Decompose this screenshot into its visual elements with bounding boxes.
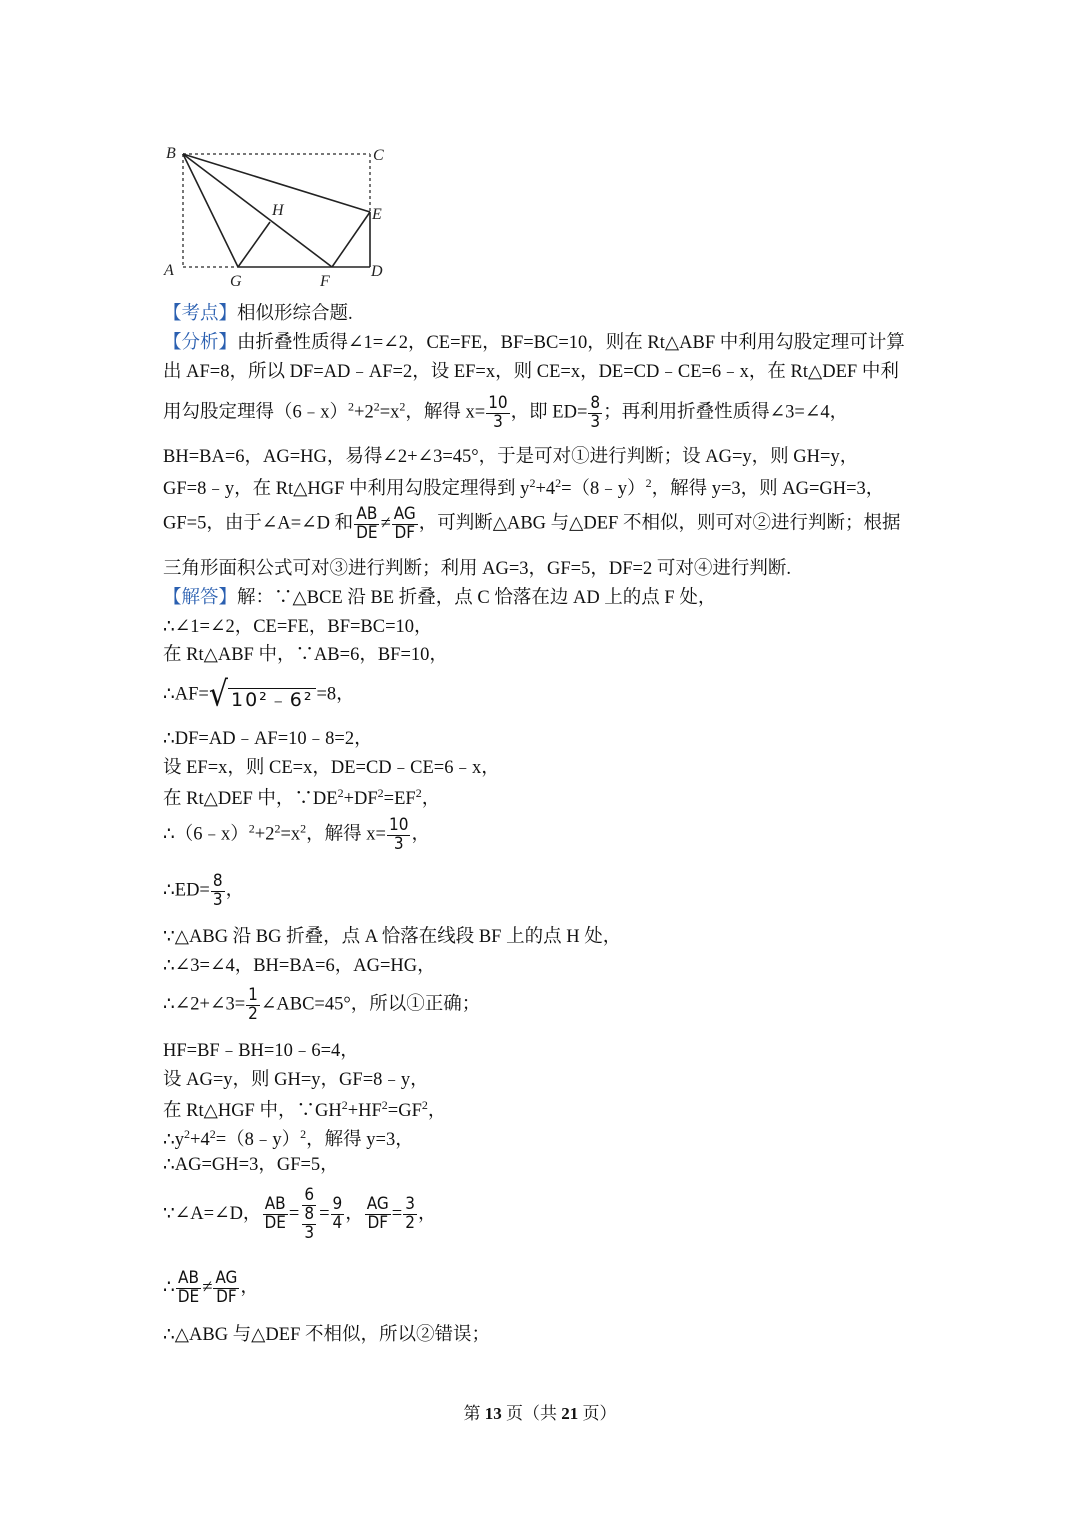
jieda-line-20: ∴△ABG 与△DEF 不相似，所以②错误； [163,1325,490,1345]
label-D: D [371,263,383,280]
fraction-6-over-8-3: 6 8 3 [304,1185,315,1243]
label-C: C [373,147,384,164]
jieda-line-17: ∴AG=GH=3，GF=5， [163,1155,339,1175]
fraction-1-2: $\frac{1}{2}$ [248,985,258,1024]
kaodian-text: 相似形综合题. [237,304,353,324]
jieda-line-2: ∴∠1=∠2，CE=FE，BF=BC=10， [163,617,433,637]
fraction-ag-df-b: $\frac{AG}{DF}$ [366,1194,389,1234]
jieda-line-11: ∴∠3=∠4，BH=BA=6，AG=HG， [163,956,436,976]
fenxi-line-6: GF=5，由于∠A=∠D 和 $\frac{AB}{DE}$ ≠ $\frac{AG}{DF}$ ，可判断△ABG 与△DEF 不相似，则可对②进行判断；根据 [163,504,901,543]
fraction-ab-de: $\frac{AB}{DE}$ [356,504,378,543]
jieda-line-12: ∴∠2+∠3= $\frac{1}{2}$ ∠ABC=45°，所以①正确； [163,985,481,1024]
fenxi-text-1: 由折叠性质得∠1=∠2，CE=FE，BF=BC=10，则在 Rt△ABF 中利用勾股定理可计算 [237,333,905,353]
fraction-8-3: $\frac{8}{3}$ [590,393,601,432]
fenxi-line-1 [163,334,905,353]
fenxi-line-7: 三角形面积公式可对③进行判断；利用 AG=3，GF=5，DF=2 可对④进行判断. [163,559,791,579]
jieda-line-18: ∵∠A=∠D， $\frac{AB}{DE}$ = 6 8 3 = $\frac{9}{4}$ ， $\frac{AG}{DF}$ = $\frac{3}{2}$ ， [163,1185,437,1243]
fraction-8-3-b: $\frac{8}{3}$ [212,871,223,910]
fenxi-line-2: 出 AF=8，所以 DF=AD﹣AF=2，设 EF=x，则 CE=x，DE=CD﹣CE=6﹣x，在 Rt△DEF 中利 [163,362,899,382]
fraction-9-4: $\frac{9}{4}$ [332,1194,343,1234]
label-G: G [230,273,242,290]
jieda-line-1: 【解答】解：∵△BCE 沿 BE 折叠，点 C 恰落在边 AD 上的点 F 处， [163,588,717,608]
kaodian-tag: 【考点】 [163,304,238,324]
jieda-line-15: 在 Rt△HGF 中，$\because GH^2+HF^2=GF^2$， [163,1098,447,1122]
jieda-line-3: 在 Rt△ABF 中，∵AB=6，BF=10， [163,645,448,665]
fenxi-tag: 【分析】 [163,333,238,353]
fraction-ag-df: $\frac{AG}{DF}$ [393,504,416,543]
fraction-10-3: $\frac{10}{3}$ [488,393,508,432]
fenxi-line-3: 用勾股定理得$(6﹣x)^2+2^2=x^2$，解得 x= $\frac{10}{3}$ ，即 ED= $\frac{8}{3}$ ；再利用折叠性质得∠3=∠4， [163,393,849,432]
label-B: B [166,145,176,162]
jieda-line-9: ∴ED= $\frac{8}{3}$ ， [163,871,245,910]
geometry-figure [160,140,390,290]
page-number: 13 [484,1404,502,1423]
fraction-3-2: $\frac{3}{2}$ [405,1194,415,1234]
jieda-line-4: ∴AF= √ 10²﹣6² =8， [163,674,355,715]
label-F: F [320,273,330,290]
fraction-ag-df-c: $\frac{AG}{DF}$ [215,1268,238,1307]
label-A: A [164,262,174,279]
label-E: E [372,206,382,223]
jieda-line-19: ∴ $\frac{AB}{DE}$ ≠ $\frac{AG}{DF}$ ， [163,1268,259,1307]
total-pages: 21 [561,1404,579,1423]
jieda-line-5: ∴DF=AD﹣AF=10﹣8=2， [163,729,373,749]
fraction-10-3-b: $\frac{10}{3}$ [388,815,409,854]
jieda-tag: 【解答】 [163,588,238,608]
jieda-line-8: $\therefore(6﹣x)^2+2^2=x^2$，解得 x= $\frac{10}{3}$ ， [163,815,430,854]
jieda-line-7: 在 Rt△DEF 中，$\because DE^2+DF^2=EF^2$， [163,786,441,810]
kaodian-line [163,305,353,324]
jieda-line-10: ∵△ABG 沿 BG 折叠，点 A 恰落在线段 BF 上的点 H 处， [163,927,622,947]
sqrt-expression: √ 10²﹣6² [209,680,317,710]
jieda-line-6: 设 EF=x，则 CE=x，DE=CD﹣CE=6﹣x， [163,758,500,778]
jieda-line-13: HF=BF﹣BH=10﹣6=4， [163,1041,359,1061]
fraction-ab-de-c: $\frac{AB}{DE}$ [177,1268,200,1307]
fenxi-line-5: GF=8﹣y，在 Rt△HGF 中利用勾股定理得到 $y^2+4^2=(8﹣y)^2$，解得 y=3，则 AG=GH=3， [163,476,885,500]
jieda-line-16: $\therefore y^2+4^2=(8﹣y)^2$，解得 y=3， [163,1127,414,1151]
jieda-line-14: 设 AG=y，则 GH=y，GF=8﹣y， [163,1070,429,1090]
label-H: H [272,202,284,219]
fraction-ab-de-b: $\frac{AB}{DE}$ [264,1194,286,1234]
fenxi-line-4: BH=BA=6，AG=HG，易得∠2+∠3=45°，于是可对①进行判断；设 AG=y，则 GH=y， [163,447,859,467]
page-footer: 第 13 页（共 21 页） [463,1404,617,1423]
